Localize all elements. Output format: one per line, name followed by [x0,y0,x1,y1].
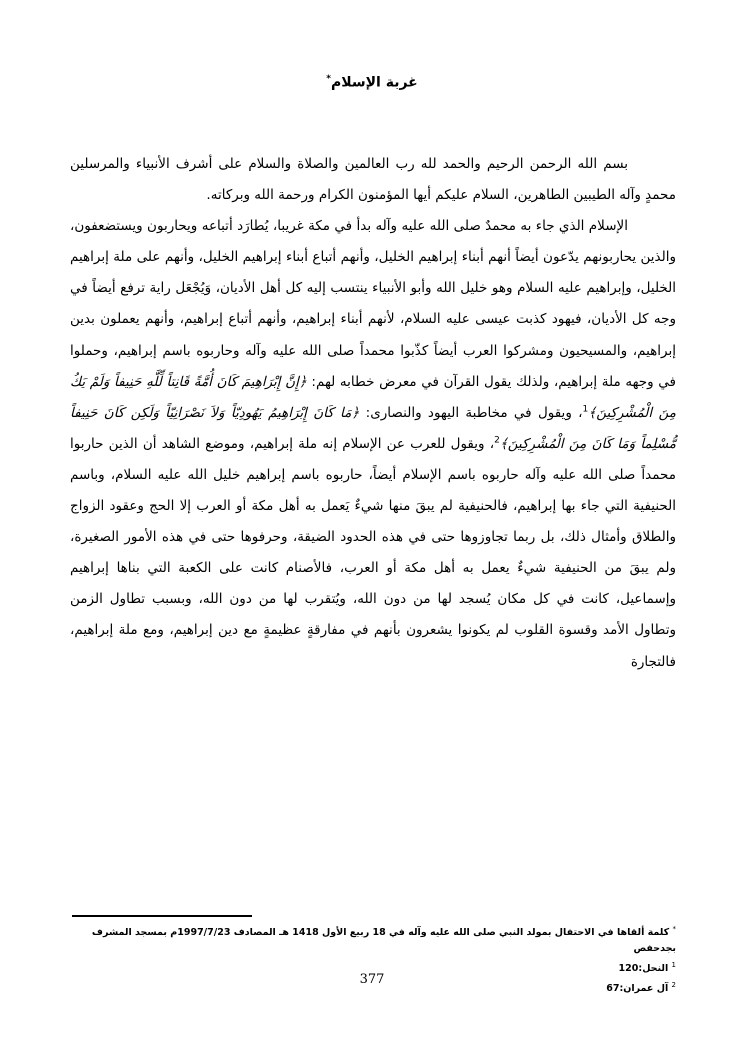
page-number: 377 [359,972,385,987]
paragraph-main [70,211,676,677]
footnote-marker: * [672,925,676,933]
paragraph-text: ، ويقول للعرب عن الإسلام إنه ملة إبراهيم، وموضع الشاهد أن الذين حاربوا محمداً صلى الله عليه وآله حاربوه باسم الإسلام أيضاً، حاربوه باسم إبراهيم خليل الله عليه السلام، وباسم الحنيفية التي جاء بها إبراهيم، فالحنيفية لم يبقَ منها شيءٌ يَعمل به أهل مكة أو العرب إلا الحج وعقود الزواج والطلاق وأمثال ذلك، بل ربما تجاوزوها حتى في هذه الحدود الضيقة، وحرفوها حتى في هذه الأمور الصغيرة، ولم يبقَ من الحنيفية شيءٌ يعمل به أهل مكة أو العرب، فالأصنام كانت على الكعبة التي بناها إبراهيم وإسماعيل، كانت في كل مكان يُسجد لها من دون الله، ويُتقرب لها من دون الله، وبسبب تطاول الزمن وتطاول الأمد وقسوة القلوب لم يكونوا يشعرون بأنهم في مفارقةٍ عظيمةٍ مع دين إبراهيم، ومع ملة إبراهيم، فالتجارة [70,435,676,670]
quran-verse: ﴿إِنَّ إِبْرَاهِيمَ كَانَ أُمَّةً قَانِتاً لِّلَّهِ حَنِيفاً وَلَمْ يَكُ مِنَ الْمُشْرِكِينَ﴾ [70,373,676,421]
paragraph-text: الإسلام الذي جاء به محمدٌ صلى الله عليه وآله بدأ في مكة غريبا، يُطارَد أتباعه ويحاربون ويستضعفون، والذين يحاربونهم يدّعون أيضاً أنهم أبناء إبراهيم الخليل، وأنهم أتباع أبناء إبراهيم الخليل، وأنهم على ملة إبراهيم الخليل، وإبراهيم عليه السلام وهو خليل الله وأبو الأنبياء ينتسب إليه كل أهل الأديان، وَيُجْعَل راية ترفع أيضاً في وجه كل الأديان، فيهود كذبت عيسى عليه السلام، لأنهم أبناء إبراهيم، وأنهم أتباع إبراهيم، وأنهم يعملون بدين إبراهيم، والمسيحيون ومشركوا العرب أيضاً كذّبوا محمداً صلى الله عليه وآله وحاربوه باسم إبراهيم، وحملوا في وجهه ملة إبراهيم، ولذلك يقول القرآن في معرض خطابه لهم: [70,218,677,390]
footnote-text: النحل:120 [618,963,669,975]
paragraph-text: ، ويقول في مخاطبة اليهود والنصارى: [365,404,583,421]
quran-verse: ﴿مَا كَانَ إِبْرَاهِيمُ يَهُودِيّاً وَلاَ نَصْرَانِيّاً وَلَكِن كَانَ حَنِيفاً مُّسْلِماً وَمَا كَانَ مِنَ الْمُشْرِكِينَ﴾ [70,404,676,452]
footnote [70,921,676,957]
footnote-text: آل عمران:67 [606,983,669,995]
page-title [0,74,744,91]
footnote-ref: 1 [582,404,589,415]
footnote-text: كلمة ألقاها في الاحتفال بمولد النبي صلى الله عليه وآله في 18 ربيع الأول 1418 هـ المصادف 1997/7/23م بمسجد المشرف بجدحفص [91,927,676,955]
document-body [70,149,676,678]
footnote-separator [72,915,252,917]
footnote-ref: 2 [494,435,500,446]
title-text: غربة الإسلام [330,74,418,91]
footnote-marker: 1 [671,961,676,970]
paragraph-opening: بسم الله الرحمن الرحيم والحمد لله رب العالمين والصلاة والسلام على أشرف الأنبياء والمرسلين محمدٍ وآله الطيبين الطاهرين، السلام عليكم أيها المؤمنون الكرام ورحمة الله وبركاته. [70,156,676,204]
footnote-marker: 2 [671,981,676,990]
title-footnote-marker: * [326,74,331,84]
